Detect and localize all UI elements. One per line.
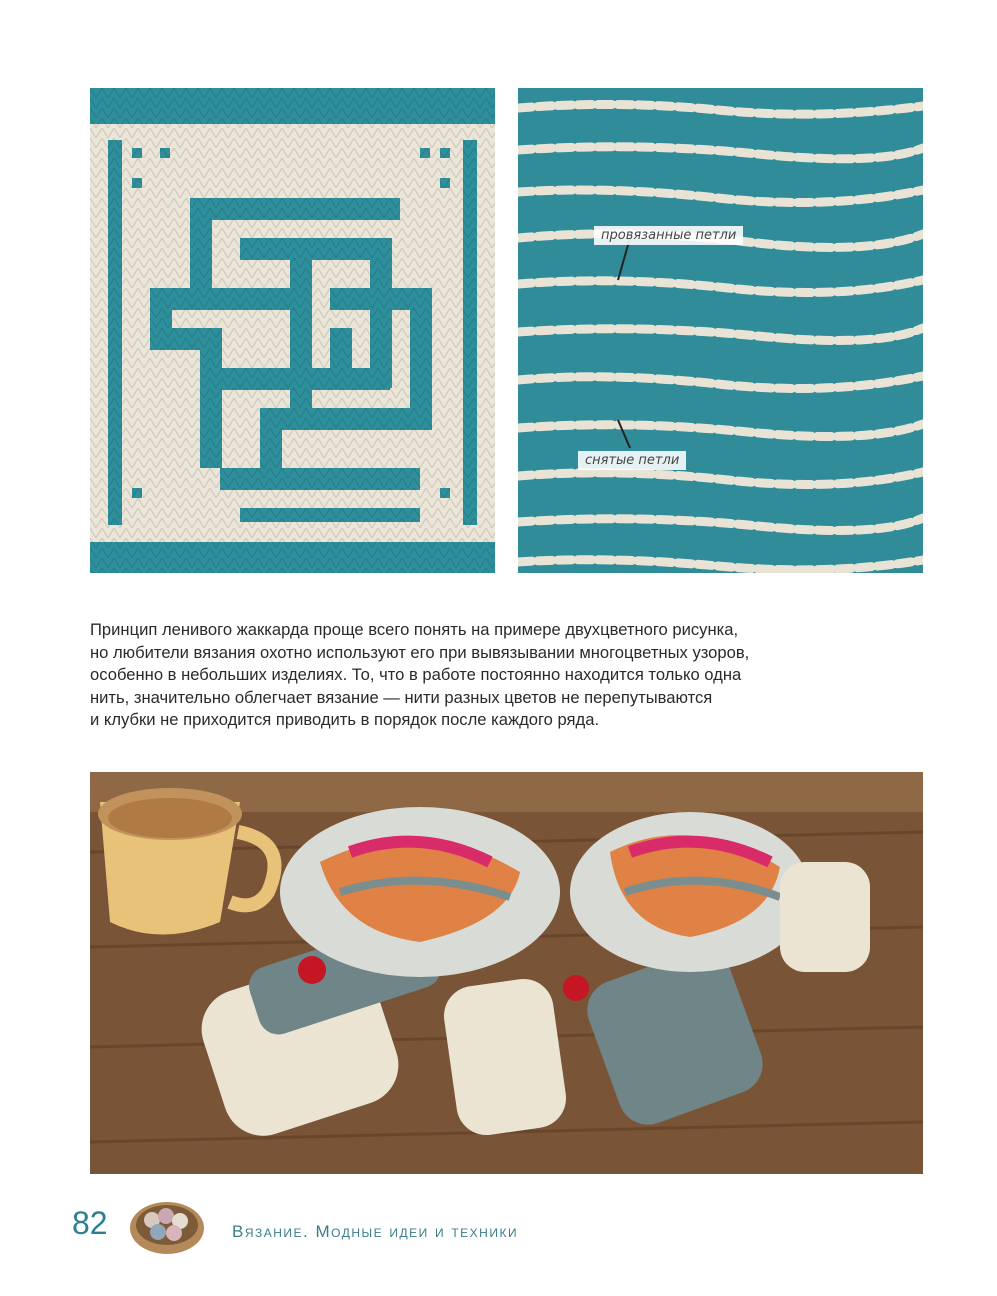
mittens-photo: [90, 772, 923, 1174]
slip-stitch-swatch-photo: [518, 88, 923, 573]
fair-isle-mittens-photo-icon: [90, 772, 923, 1174]
paragraph-line: Принцип ленивого жаккарда проще всего понять на примере двухцветного рисунка,: [90, 620, 739, 639]
book-title: Вязание. Модные идеи и техники: [232, 1222, 519, 1241]
mosaic-knit-swatch-photo-icon: [90, 88, 495, 573]
mosaic-swatch-photo: [90, 88, 495, 573]
body-paragraph: [90, 619, 930, 732]
slip-stitch-swatch-photo-icon: [518, 88, 923, 573]
paragraph-line: нить, значительно облегчает вязание — нити разных цветов не перепутываются: [90, 687, 713, 707]
yarn-basket-icon: [128, 1198, 206, 1256]
paragraph-line: особенно в небольших изделиях. То, что в работе постоянно находится только одна: [90, 665, 742, 684]
slipped-stitches-label: снятые петли: [578, 451, 686, 470]
paragraph-line: и клубки не приходится приводить в порядок после каждого ряда.: [90, 710, 600, 729]
paragraph-line: но любители вязания охотно используют его при вывязывании многоцветных узоров,: [90, 642, 750, 662]
page-number: 82: [72, 1205, 108, 1241]
knit-stitches-label: провязанные петли: [594, 226, 743, 245]
